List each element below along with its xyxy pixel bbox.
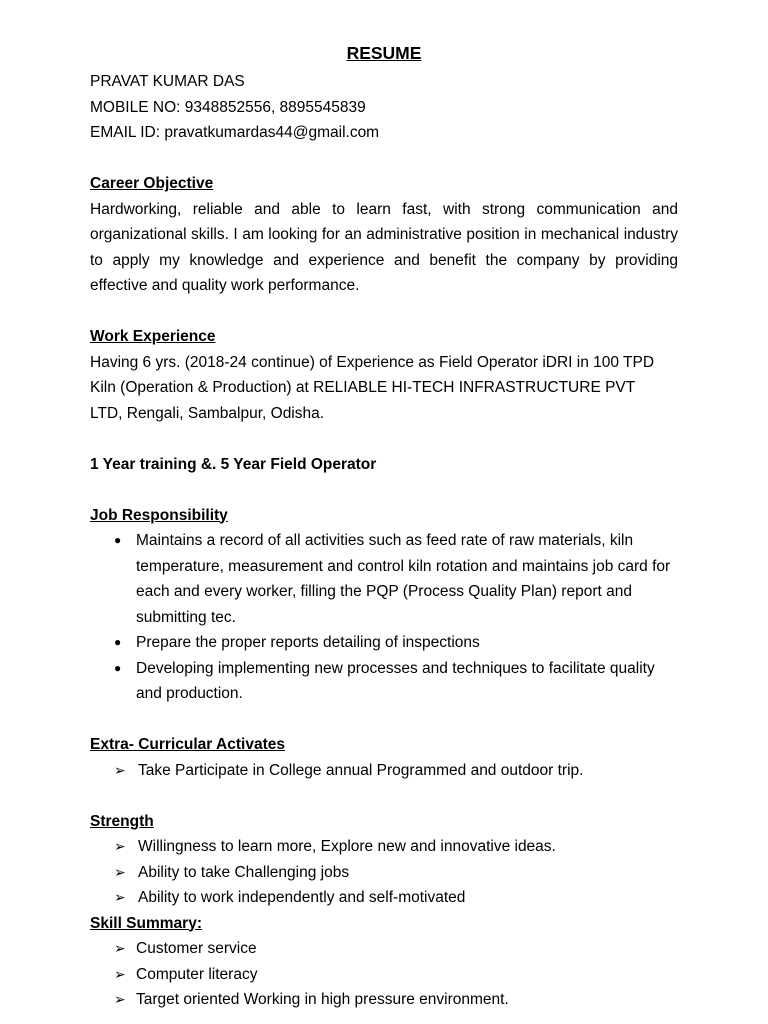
list-item bbox=[90, 758, 678, 784]
list-item bbox=[90, 962, 678, 988]
arrow-bullet-icon: ➢ bbox=[114, 761, 126, 778]
arrow-bullet-icon: ➢ bbox=[114, 838, 126, 854]
list-item-text: Maintains a record of all activities such as feed rate of raw materials, kiln temperature, measurement and control kiln rotation and maintains job card for each and every worker, filling the PQP (Process Quality Plan) report and submitting tec. bbox=[136, 532, 671, 626]
spacer bbox=[90, 707, 678, 733]
skill-summary-list bbox=[90, 936, 678, 1013]
arrow-bullet-icon: ➢ bbox=[114, 940, 126, 956]
work-experience-heading: Work Experience bbox=[90, 328, 216, 345]
list-item-text: Take Participate in College annual Programmed and outdoor trip. bbox=[138, 761, 584, 779]
list-item bbox=[90, 834, 678, 860]
list-item bbox=[90, 860, 678, 886]
spacer bbox=[90, 146, 678, 172]
arrow-bullet-icon: ➢ bbox=[114, 991, 126, 1007]
spacer bbox=[90, 783, 678, 809]
strength-heading: Strength bbox=[90, 812, 154, 830]
bullet-icon: ● bbox=[114, 660, 122, 675]
resume-page bbox=[90, 40, 678, 1013]
mobile-number: MOBILE NO: 9348852556, 8895545839 bbox=[90, 98, 366, 116]
candidate-name: PRAVAT KUMAR DAS bbox=[90, 73, 245, 90]
list-item-text: Developing implementing new processes and techniques to facilitate quality and production. bbox=[136, 659, 655, 702]
list-item bbox=[90, 656, 678, 707]
resume-title: RESUME bbox=[346, 43, 422, 63]
list-item-text: Target oriented Working in high pressure environment. bbox=[136, 991, 509, 1008]
list-item-text: Customer service bbox=[136, 940, 257, 957]
list-item bbox=[90, 885, 678, 911]
job-responsibility-heading: Job Responsibility bbox=[90, 506, 228, 524]
experience-summary: 1 Year training &. 5 Year Field Operator bbox=[90, 455, 377, 473]
list-item-text: Prepare the proper reports detailing of inspections bbox=[136, 634, 480, 651]
extra-curricular-list bbox=[90, 758, 678, 784]
spacer bbox=[90, 426, 678, 452]
strength-list bbox=[90, 834, 678, 911]
arrow-bullet-icon: ➢ bbox=[114, 965, 126, 982]
list-item bbox=[90, 528, 678, 630]
bullet-icon: ● bbox=[114, 533, 122, 547]
skill-summary-heading: Skill Summary: bbox=[90, 914, 202, 932]
arrow-bullet-icon: ➢ bbox=[114, 889, 126, 905]
career-objective-text: Hardworking, reliable and able to learn fast, with strong communication and organizational skills. I am looking for an administrative position in mechanical industry to apply my knowledge and experience and benefit the company by providing effective and quality work performance. bbox=[90, 200, 678, 294]
work-experience-text: Having 6 yrs. (2018-24 continue) of Experience as Field Operator iDRI in 100 TPD Kiln (Operation & Production) at RELIABLE HI-TECH INFRASTRUCTURE PVT LTD, Rengali, Sambalpur, Odisha. bbox=[90, 353, 655, 422]
career-objective-heading: Career Objective bbox=[90, 175, 214, 192]
list-item bbox=[90, 630, 678, 656]
bullet-icon: ● bbox=[114, 635, 122, 649]
email-id: EMAIL ID: pravatkumardas44@gmail.com bbox=[90, 124, 380, 141]
arrow-bullet-icon: ➢ bbox=[114, 863, 126, 880]
list-item bbox=[90, 936, 678, 962]
job-responsibility-list bbox=[90, 528, 678, 707]
extra-curricular-heading: Extra- Curricular Activates bbox=[90, 736, 285, 753]
list-item-text: Ability to work independently and self-motivated bbox=[138, 889, 466, 906]
spacer bbox=[90, 477, 678, 503]
list-item-text: Willingness to learn more, Explore new and innovative ideas. bbox=[138, 838, 556, 855]
list-item-text: Ability to take Challenging jobs bbox=[138, 863, 350, 881]
spacer bbox=[90, 299, 678, 325]
list-item bbox=[90, 987, 678, 1013]
list-item-text: Computer literacy bbox=[136, 965, 258, 983]
